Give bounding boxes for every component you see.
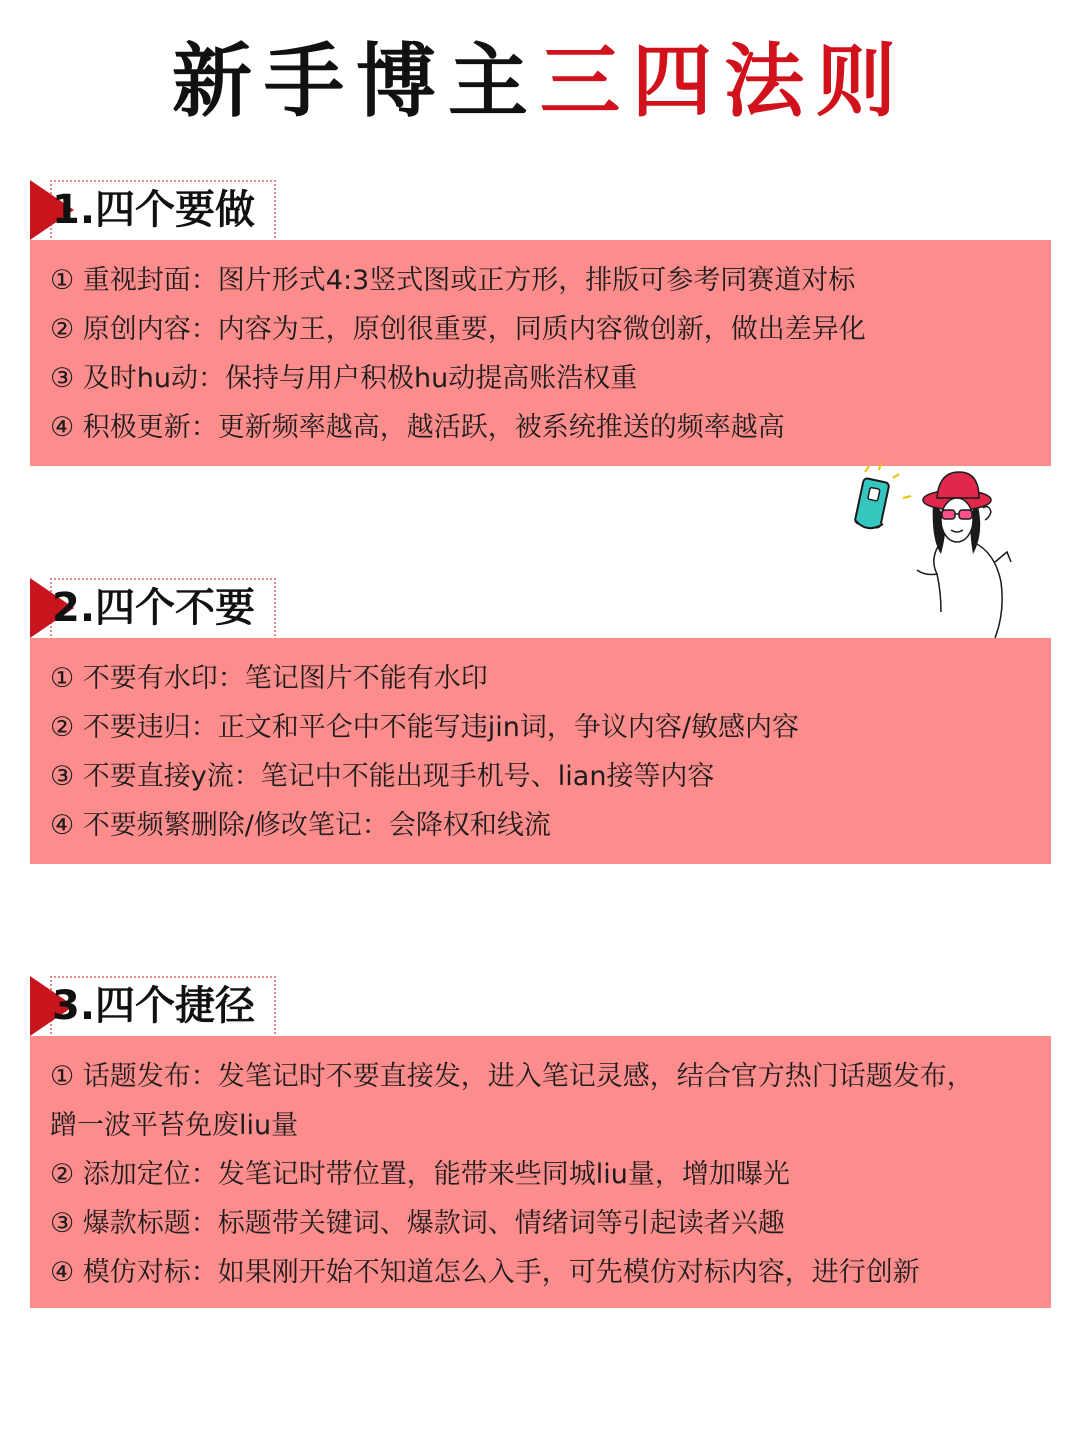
hat-crown [937,472,979,498]
section-heading: 1.四个要做 [52,187,256,233]
section-panel-2 [30,638,1051,864]
list-item: ② 添加定位：发笔记时带位置，能带来些同城liu量，增加曝光 [50,1159,790,1190]
list-item: ④ 积极更新：更新频率越高，越活跃，被系统推送的频率越高 [50,412,785,443]
body-outline [917,542,941,575]
phone-icon [855,463,911,528]
section-header-2 [30,578,280,642]
list-item: ① 重视封面：图片形式4:3竖式图或正方形，排版可参考同赛道对标 [50,265,856,296]
section-panel-3 [30,1036,1051,1308]
title-part-black: 新手博主 [172,35,540,128]
page-title [0,34,1080,130]
list-item: ③ 爆款标题：标题带关键词、爆款词、情绪词等引起读者兴趣 [50,1208,785,1239]
section-header-1 [30,180,280,244]
list-item: ③ 不要直接y流：笔记中不能出现手机号、lian接等内容 [50,761,715,792]
list-item: ① 不要有水印：笔记图片不能有水印 [50,663,488,694]
face-shape [941,498,973,542]
section-panel-1 [30,240,1051,466]
list-item: ③ 及时hu动：保持与用户积极hu动提高账浩权重 [50,363,638,394]
list-item: ② 不要违归：正文和平仑中不能写违jin词，争议内容/敏感内容 [50,712,799,743]
list-item: ④ 不要频繁删除/修改笔记：会降权和线流 [50,810,551,841]
title-part-red: 三四法则 [540,35,908,128]
list-item: ④ 模仿对标：如果刚开始不知道怎么入手，可先模仿对标内容，进行创新 [50,1257,920,1288]
list-item: ② 原创内容：内容为王，原创很重要，同质内容微创新，做出差异化 [50,314,866,345]
section-header-3 [30,976,280,1040]
section-heading: 3.四个捷径 [52,983,256,1029]
section-heading: 2.四个不要 [52,585,256,631]
list-item: ① 话题发布：发笔记时不要直接发，进入笔记灵感，结合官方热门话题发布，蹭一波平苔免废liu量 [50,1061,974,1141]
girl-with-phone-illustration [845,462,1035,642]
